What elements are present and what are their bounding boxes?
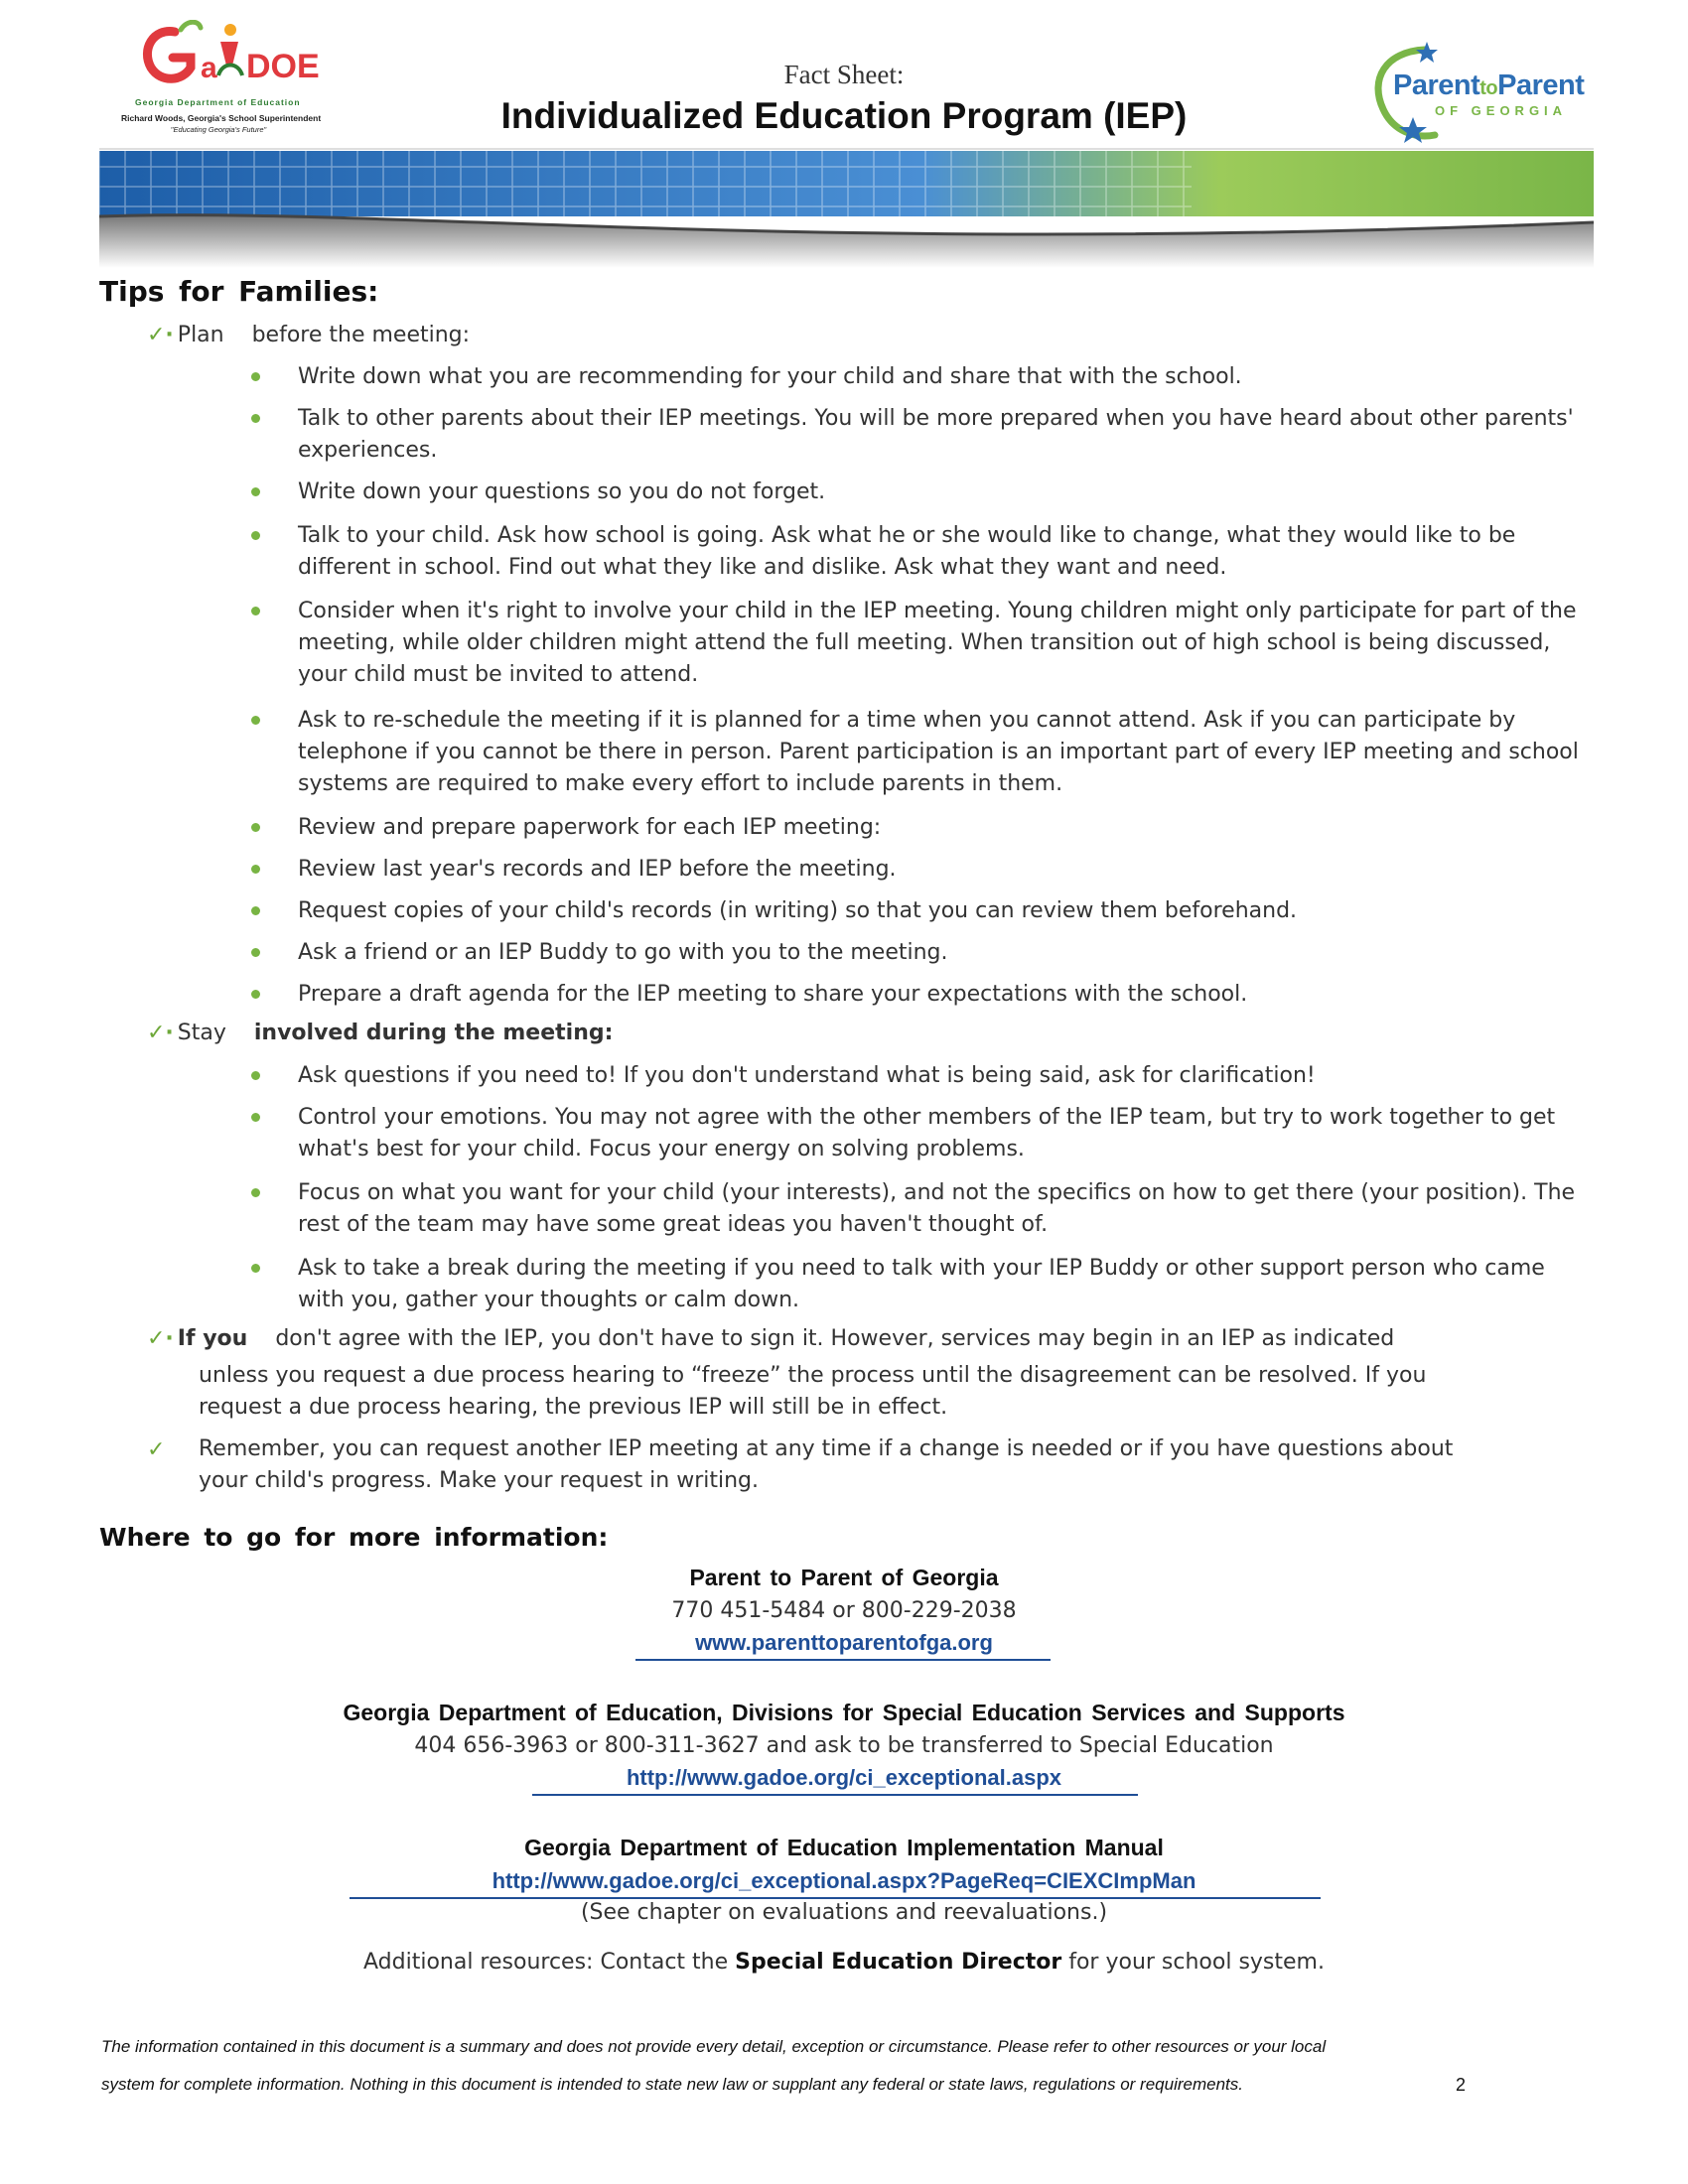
page-title: Individualized Education Program (IEP) <box>500 95 1188 136</box>
list-item-text: Write down what you are recommending for your child and share that with the school. <box>298 364 1242 389</box>
p2p-name-part1: Parent <box>1393 69 1480 101</box>
list-item-text: Ask to re-schedule the meeting if it is planned for a time when you cannot attend. Ask if you can participate by telephone if you cannot be there in person. Parent participation is an important part of every IEP meeting and school systems are required to make every effort to include parents in them. <box>298 708 1579 796</box>
bullet-icon <box>251 906 260 915</box>
p2p-phone: 770 451-5484 or 800-229-2038 <box>671 1598 1017 1623</box>
disclaimer-line-2: system for complete information. Nothing in this document is intended to state new law or supplant any federal or state laws, regulations or requirements. <box>101 2075 1243 2094</box>
checkmark-icon: ✓· <box>147 323 174 347</box>
additional-prefix: Additional resources: Contact the <box>363 1950 729 1975</box>
manual-name: Georgia Department of Education Implementation Manual <box>524 1835 1164 1860</box>
list-item-text: Talk to other parents about their IEP meetings. You will be more prepared when you have heard about other parents' experiences. <box>298 406 1574 463</box>
p2p-logo-name <box>1393 69 1584 102</box>
svg-text:a: a <box>201 52 217 84</box>
list-item-text: Focus on what you want for your child (your interests), and not the specifics on how to get there (your position). The rest of the team may have some great ideas you haven't thought of. <box>298 1180 1576 1237</box>
remember-heading <box>147 1437 169 1462</box>
additional-suffix: for your school system. <box>1068 1950 1325 1975</box>
additional-bold: Special Education Director <box>735 1950 1062 1975</box>
gadoe-superintendent: Richard Woods, Georgia's School Superintendent <box>121 113 322 123</box>
bullet-icon <box>251 823 260 832</box>
remember-paragraph: Remember, you can request another IEP meeting at any time if a change is needed or if you have questions about your child's progress. Make your request in writing. <box>199 1436 1454 1493</box>
header-banner <box>99 147 1594 268</box>
stay-label: Stay <box>177 1021 226 1045</box>
resources-heading: Where to go for more information: <box>99 1523 609 1552</box>
bullet-icon <box>251 531 260 540</box>
list-item-text: Ask to take a break during the meeting if you need to talk with your IEP Buddy or other support person who came with you, gather your thoughts or calm down. <box>298 1256 1545 1312</box>
disagree-heading <box>147 1326 1394 1351</box>
bullet-icon <box>251 948 260 957</box>
gadoe-division-name: Georgia Department of Education, Divisions for Special Education Services and Supports <box>343 1700 1345 1725</box>
manual-link-underline <box>350 1897 1321 1899</box>
bullet-icon <box>251 1113 260 1122</box>
list-item-text: Ask questions if you need to! If you don't understand what is being said, ask for clarification! <box>298 1063 1316 1088</box>
plan-rest: before the meeting: <box>251 323 471 347</box>
parent-to-parent-logo <box>1365 40 1599 149</box>
disagree-line1: don't agree with the IEP, you don't have to sign it. However, services may begin in an IEP as indicated <box>275 1326 1395 1351</box>
bullet-icon <box>251 372 260 381</box>
gadoe-org-name: Georgia Department of Education <box>135 97 301 107</box>
list-item-text: Request copies of your child's records (in writing) so that you can review them beforehand. <box>298 898 1298 923</box>
svg-text:DOE: DOE <box>246 48 320 85</box>
list-item-text: Consider when it's right to involve your child in the IEP meeting. Young children might only participate for part of the meeting, while older children might attend the full meeting. When transition out of high school is being discussed, your child must be invited to attend. <box>298 599 1577 687</box>
p2p-name-part2: to <box>1479 77 1498 99</box>
p2p-link-underline <box>635 1659 1051 1661</box>
p2p-website-link[interactable]: www.parenttoparentofga.org <box>695 1630 993 1655</box>
manual-link[interactable]: http://www.gadoe.org/ci_exceptional.aspx?PageReq=CIEXCImpMan <box>492 1868 1196 1893</box>
stay-rest: involved during the meeting: <box>253 1021 614 1045</box>
gadoe-link-underline <box>532 1794 1138 1796</box>
list-item-text: Review last year's records and IEP before the meeting. <box>298 857 897 882</box>
disagree-label: If you <box>177 1326 248 1351</box>
bullet-icon <box>251 1071 260 1080</box>
fact-sheet-label: Fact Sheet: <box>783 60 905 89</box>
p2p-name-part3: Parent <box>1497 69 1585 101</box>
plan-label: Plan <box>177 323 224 347</box>
checkmark-icon: ✓· <box>147 1326 174 1351</box>
plan-heading <box>147 323 470 347</box>
bullet-icon <box>251 414 260 423</box>
list-item-text: Prepare a draft agenda for the IEP meeting to share your expectations with the school. <box>298 982 1248 1007</box>
manual-note: (See chapter on evaluations and reevaluations.) <box>580 1900 1108 1925</box>
list-item-text: Talk to your child. Ask how school is going. Ask what he or she would like to change, what they would like to be different in school. Find out what they like and dislike. Ask what they want and need. <box>298 523 1516 580</box>
p2p-logo-sub: OF GEORGIA <box>1435 103 1568 118</box>
bullet-icon <box>251 1264 260 1273</box>
bullet-icon <box>251 607 260 615</box>
bullet-icon <box>251 865 260 874</box>
stay-heading <box>147 1021 613 1045</box>
gadoe-website-link[interactable]: http://www.gadoe.org/ci_exceptional.aspx <box>626 1765 1062 1790</box>
p2p-org-name: Parent to Parent of Georgia <box>689 1565 999 1590</box>
page-number: 2 <box>1456 2075 1467 2095</box>
disagree-paragraph: unless you request a due process hearing to “freeze” the process until the disagreement can be resolved. If you request a due process hearing, the previous IEP will still be in effect. <box>199 1363 1427 1420</box>
tips-heading: Tips for Families: <box>99 275 379 308</box>
list-item-text: Write down your questions so you do not forget. <box>298 479 826 504</box>
checkmark-icon: ✓· <box>147 1021 174 1045</box>
list-item-text: Control your emotions. You may not agree with the other members of the IEP team, but try to work together to get what's best for your child. Focus your energy on solving problems. <box>298 1105 1556 1161</box>
checkmark-icon: ✓ <box>147 1437 166 1462</box>
bullet-icon <box>251 487 260 496</box>
bullet-icon <box>251 716 260 725</box>
gadoe-tagline: "Educating Georgia's Future" <box>170 125 267 134</box>
additional-resources <box>0 1950 1688 1975</box>
gadoe-phone: 404 656-3963 or 800-311-3627 and ask to be transferred to Special Education <box>414 1733 1274 1758</box>
bullet-icon <box>251 1188 260 1197</box>
disclaimer-line-1: The information contained in this document is a summary and does not provide every detail, exception or circumstance. Please refer to other resources or your local <box>101 2037 1327 2056</box>
list-item-text: Ask a friend or an IEP Buddy to go with you to the meeting. <box>298 940 948 965</box>
bullet-icon <box>251 990 260 999</box>
list-item-text: Review and prepare paperwork for each IEP meeting: <box>298 815 882 840</box>
